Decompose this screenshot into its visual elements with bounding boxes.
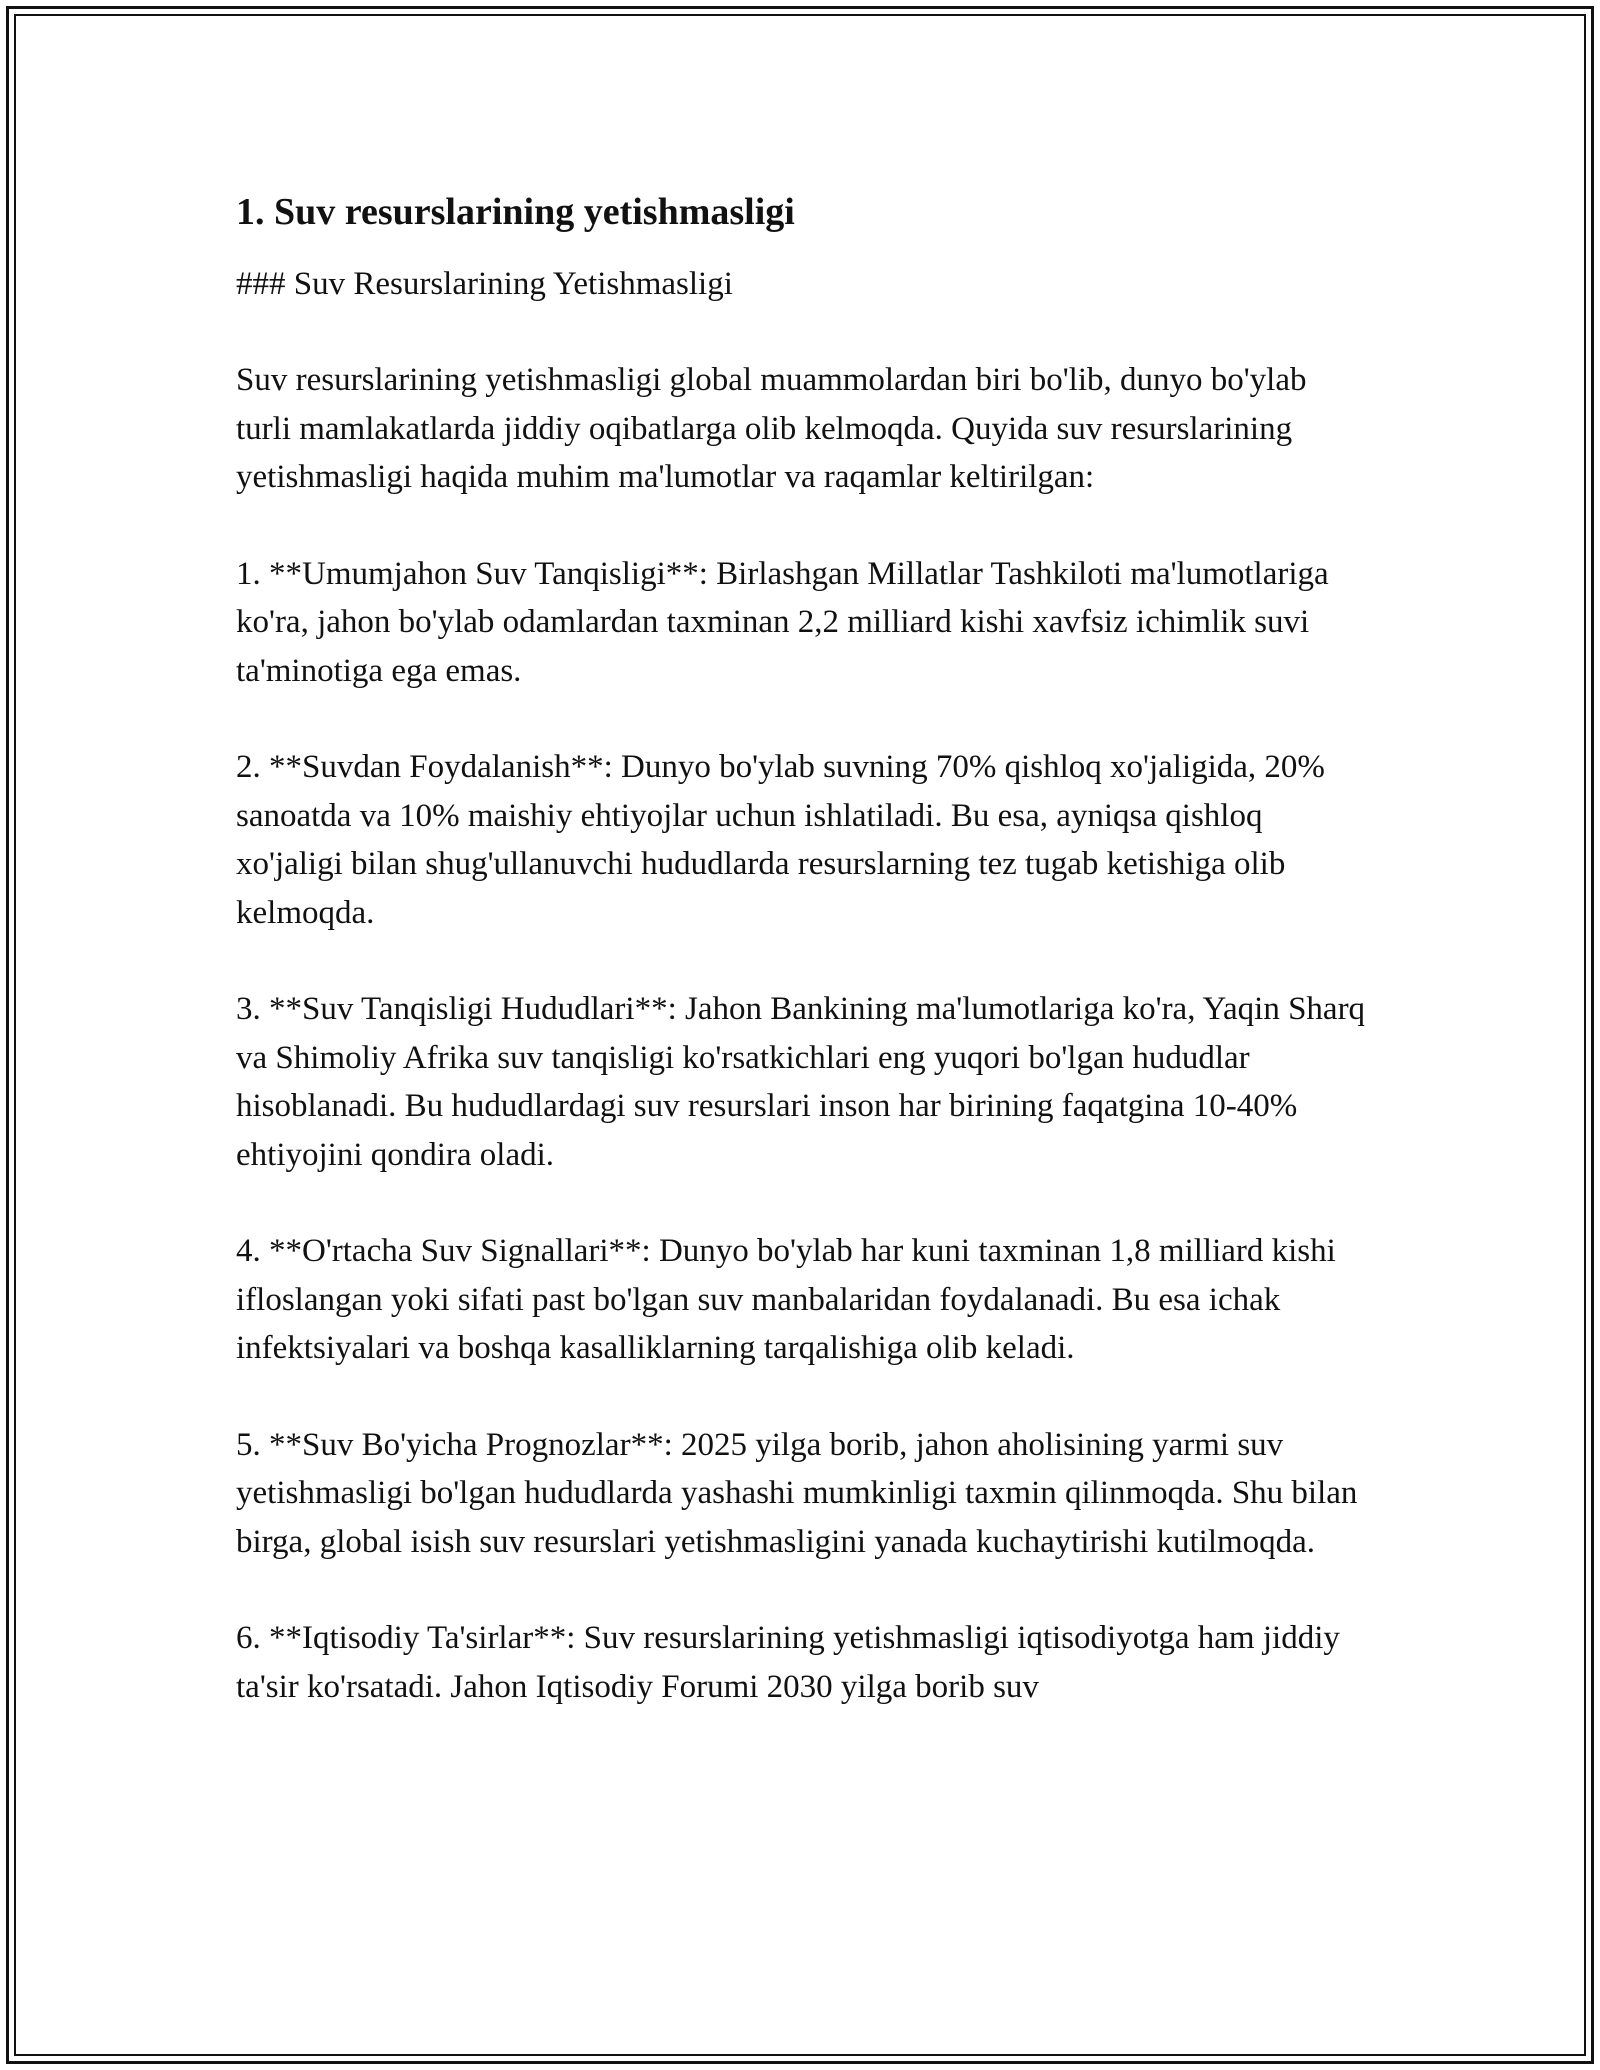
- list-item: 4. **O'rtacha Suv Signallari**: Dunyo bo'ylab har kuni taxminan 1,8 milliard kishi ifloslangan yoki sifati past bo'lgan suv manbalaridan foydalanadi. Bu esa ichak infektsiyalari va boshqa kasalliklarning tarqalishiga olib keladi.: [236, 1233, 1336, 1366]
- list-item: 2. **Suvdan Foydalanish**: Dunyo bo'ylab suvning 70% qishloq xo'jaligida, 20% sanoatda va 10% maishiy ehtiyojlar uchun ishlatiladi. Bu esa, ayniqsa qishloq xo'jaligi bilan shug'ullanuvchi hududlarda resurslarning tez tugab ketishiga olib kelmoqda.: [236, 749, 1325, 931]
- document-title: 1. Suv resurslarining yetishmasligi: [236, 191, 795, 233]
- list-item: 6. **Iqtisodiy Ta'sirlar**: Suv resurslarining yetishmasligi iqtisodiyotga ham jiddiy ta'sir ko'rsatadi. Jahon Iqtisodiy Forumi 2030 yilga borib suv: [236, 1620, 1340, 1705]
- document-subheading: ### Suv Resurslarining Yetishmasligi: [236, 266, 733, 302]
- document-body: [236, 188, 1366, 1759]
- list-item: 3. **Suv Tanqisligi Hududlari**: Jahon Bankining ma'lumotlariga ko'ra, Yaqin Sharq va Shimoliy Afrika suv tanqisligi ko'rsatkichlari eng yuqori bo'lgan hududlar hisoblanadi. Bu hududlardagi suv resurslari inson har birining faqatgina 10-40% ehtiyojini qondira oladi.: [236, 991, 1366, 1173]
- list-item: 1. **Umumjahon Suv Tanqisligi**: Birlashgan Millatlar Tashkiloti ma'lumotlariga ko'ra, jahon bo'ylab odamlardan taxminan 2,2 milliard kishi xavfsiz ichimlik suvi ta'minotiga ega emas.: [236, 555, 1329, 689]
- intro-paragraph: Suv resurslarining yetishmasligi global muammolardan biri bo'lib, dunyo bo'ylab turli mamlakatlarda jiddiy oqibatlarga olib kelmoqda. Quyida suv resurslarining yetishmasligi haqida muhim ma'lumotlar va raqamlar keltirilgan:: [236, 362, 1307, 495]
- list-item: 5. **Suv Bo'yicha Prognozlar**: 2025 yilga borib, jahon aholisining yarmi suv yetishmasligi bo'lgan hududlarda yashashi mumkinligi taxmin qilinmoqda. Shu bilan birga, global isish suv resurslari yetishmasligini yanada kuchaytirishi kutilmoqda.: [236, 1426, 1358, 1560]
